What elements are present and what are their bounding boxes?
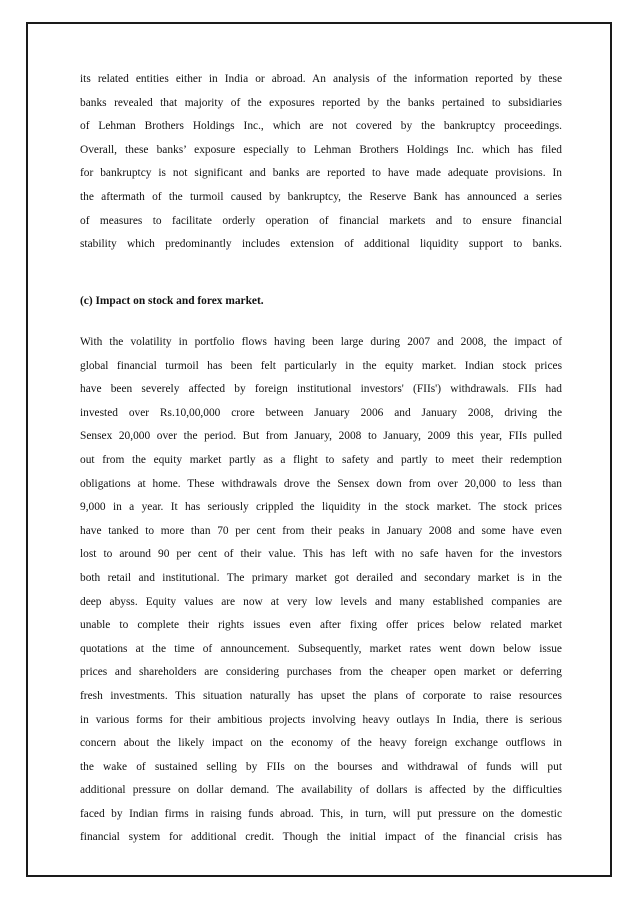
text-line: Sensex 20,000 over the period. But from January, 2008 to January, 2009 this year, FIIs pulled [80,430,562,443]
paragraph-1 [80,68,562,257]
paragraph-2 [80,331,562,850]
text-line: banks revealed that majority of the exposures reported by the banks pertained to subsidiaries [80,96,562,109]
section-heading: (c) Impact on stock and forex market. [80,295,264,307]
text-line: stability which predominantly includes extension of additional liquidity support to banks. [80,238,562,251]
paragraph-lehman-exposure [80,68,562,257]
text-line: have tanked to more than 70 per cent from their peaks in January 2008 and some have even [80,524,562,537]
text-line: of Lehman Brothers Holdings Inc., which are not covered by the bankruptcy proceedings. [80,120,562,133]
text-line: With the volatility in portfolio flows having been large during 2007 and 2008, the impact of [80,336,562,348]
text-line: lost to around 90 per cent of their value. This has left with no safe haven for the investors [80,548,562,561]
text-line: of measures to facilitate orderly operation of financial markets and to ensure financial [80,214,562,227]
text-line: financial system for additional credit. Though the initial impact of the financial crisis has [80,831,562,844]
text-line: invested over Rs.10,00,000 crore between January 2006 and January 2008, driving the [80,406,562,419]
text-line: both retail and institutional. The primary market got derailed and secondary market is in the [80,571,562,584]
text-line: out from the equity market partly as a flight to safety and partly to meet their redemption [80,453,562,466]
text-line: concern about the likely impact on the economy of the heavy foreign exchange outflows in [80,737,562,750]
text-line: the wake of sustained selling by FIIs on the bourses and withdrawal of funds will put [80,760,562,773]
text-line: 9,000 in a year. It has seriously crippled the liquidity in the stock market. The stock prices [80,501,562,514]
text-line: the aftermath of the turmoil caused by bankruptcy, the Reserve Bank has announced a series [80,190,562,203]
paragraph-stock-forex-impact [80,331,562,850]
text-line: global financial turmoil has been felt particularly in the equity market. Indian stock prices [80,359,562,372]
text-line: Overall, these banks’ exposure especially to Lehman Brothers Holdings Inc. which has filed [80,143,562,156]
text-line: fresh investments. This situation naturally has upset the plans of corporate to raise resources [80,689,562,702]
text-line: additional pressure on dollar demand. The availability of dollars is affected by the difficulties [80,784,562,797]
text-line: prices and shareholders are considering purchases from the cheaper open market or deferring [80,666,562,679]
text-line: deep abyss. Equity values are now at very low levels and many established companies are [80,595,562,608]
text-line: have been severely affected by foreign institutional investors' (FIIs') withdrawals. FIIs had [80,383,562,396]
text-line: its related entities either in India or abroad. An analysis of the information reported by these [80,73,562,85]
text-line: quotations at the time of announcement. Subsequently, market rates went down below issue [80,642,562,655]
text-line: for bankruptcy is not significant and banks are reported to have made adequate provisions. In [80,167,562,180]
text-line: faced by Indian firms in raising funds abroad. This, in turn, will put pressure on the domestic [80,807,562,820]
text-line: obligations at home. These withdrawals drove the Sensex down from over 20,000 to less than [80,477,562,490]
text-line: unable to complete their rights issues even after fixing offer prices below related market [80,619,562,632]
text-line: in various forms for their ambitious projects involving heavy outlays In India, there is serious [80,713,562,726]
